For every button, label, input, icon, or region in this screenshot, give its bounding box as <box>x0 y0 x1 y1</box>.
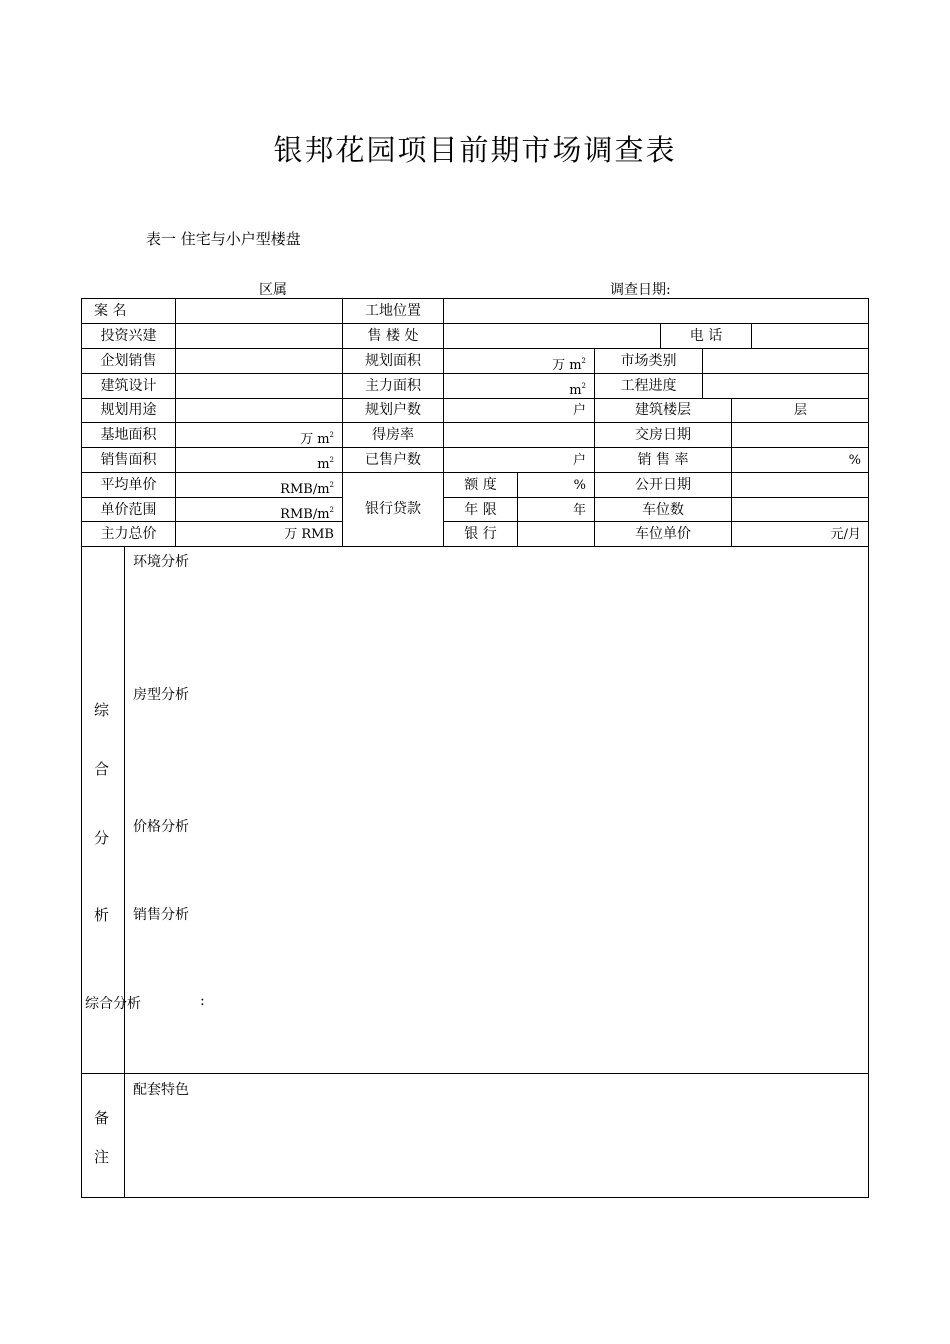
avg-unit-price-unit-sup: 2 <box>329 481 334 489</box>
table-subtitle: 表一 住宅与小户型楼盘 <box>146 230 301 248</box>
planned-area-unit-sup: 2 <box>581 357 586 365</box>
architect-input[interactable] <box>176 374 342 399</box>
main-total-price-unit[interactable]: 万 RMB <box>284 527 334 542</box>
label-parking-unit-price: 车位单价 <box>635 526 691 542</box>
sales-office-input[interactable] <box>444 324 660 349</box>
survey-date-label: 调查日期: <box>610 282 671 298</box>
developer-input[interactable] <box>176 324 342 349</box>
facilities-label: 配套特色 <box>133 1082 189 1098</box>
label-occupancy-rate: 得房率 <box>372 427 414 443</box>
label-site-location: 工地位置 <box>365 303 421 319</box>
label-sales-office: 售 楼 处 <box>367 328 419 344</box>
planned-area-unit-text: 万 m <box>552 358 582 373</box>
label-developer: 投资兴建 <box>100 328 157 344</box>
label-avg-unit-price: 平均单价 <box>100 477 157 493</box>
environment-analysis-label: 环境分析 <box>133 554 189 570</box>
analysis-label-1: 综 <box>94 701 110 719</box>
marketing-input[interactable] <box>176 349 342 374</box>
label-main-area: 主力面积 <box>365 378 421 394</box>
building-floors-unit[interactable]: 层 <box>793 403 807 418</box>
label-sales-rate: 销 售 率 <box>637 452 689 468</box>
unit-price-range-unit[interactable] <box>176 498 342 523</box>
sales-area-unit-text: m <box>317 457 330 472</box>
label-handover-date: 交房日期 <box>635 427 691 443</box>
unit-price-range-unit-text: RMB/m <box>280 507 330 522</box>
base-area-unit-sup: 2 <box>329 431 334 439</box>
parking-unit-price-unit[interactable]: 元/月 <box>830 527 861 542</box>
label-units-sold: 已售户数 <box>365 452 421 468</box>
sales-area-unit[interactable] <box>176 448 342 473</box>
sales-area-unit-sup: 2 <box>329 456 334 464</box>
base-area-unit-text: 万 m <box>300 432 330 447</box>
occupancy-rate-input[interactable] <box>444 423 594 448</box>
base-area-unit[interactable] <box>176 423 342 448</box>
analysis-label-3: 分 <box>94 829 110 847</box>
summary-analysis-colon: : <box>200 993 205 1009</box>
sales-analysis-label: 销售分析 <box>133 907 189 923</box>
planned-area-unit[interactable] <box>444 349 594 374</box>
district-field <box>259 279 331 299</box>
avg-unit-price-unit-text: RMB/m <box>280 482 330 497</box>
label-market-category: 市场类别 <box>620 353 677 369</box>
label-bank: 银 行 <box>464 526 497 542</box>
summary-analysis-label: 综合分析 <box>85 996 141 1012</box>
label-architect: 建筑设计 <box>100 378 157 394</box>
analysis-label-4: 析 <box>94 906 110 924</box>
project-name-input[interactable] <box>176 299 342 324</box>
label-parking-count: 车位数 <box>642 502 684 518</box>
handover-date-input[interactable] <box>732 423 869 448</box>
district-label: 区属 <box>259 282 287 298</box>
label-sales-area: 销售面积 <box>100 452 157 468</box>
page-title: 银邦花园项目前期市场调查表 <box>273 133 677 167</box>
label-planned-units: 规划户数 <box>365 402 421 418</box>
bank-input[interactable] <box>518 522 594 547</box>
progress-input[interactable] <box>703 374 869 399</box>
units-sold-unit[interactable]: 户 <box>572 453 586 468</box>
label-planned-use: 规划用途 <box>100 402 157 418</box>
unit-price-range-unit-sup: 2 <box>329 506 334 514</box>
label-base-area: 基地面积 <box>100 427 157 443</box>
site-location-input[interactable] <box>444 299 869 324</box>
remarks-label-1: 备 <box>94 1109 110 1127</box>
label-loan-term: 年 限 <box>464 502 497 518</box>
planned-use-input[interactable] <box>176 398 342 423</box>
label-unit-price-range: 单价范围 <box>100 502 157 518</box>
analysis-label-2: 合 <box>94 760 110 778</box>
market-category-input[interactable] <box>703 349 869 374</box>
label-loan-quota: 额 度 <box>464 477 497 493</box>
remarks-label-2: 注 <box>94 1148 110 1166</box>
district-blank[interactable] <box>287 284 331 299</box>
survey-form-table <box>81 298 869 1198</box>
label-progress: 工程进度 <box>620 378 677 394</box>
label-building-floors: 建筑楼层 <box>635 402 691 418</box>
avg-unit-price-unit[interactable] <box>176 473 342 498</box>
loan-quota-unit[interactable]: % <box>573 478 586 493</box>
main-area-unit-sup: 2 <box>581 382 586 390</box>
label-project-name: 案 名 <box>94 303 127 319</box>
main-area-unit-text: m <box>569 383 582 398</box>
label-phone: 电 话 <box>689 328 723 344</box>
parking-count-input[interactable] <box>732 498 869 523</box>
label-marketing: 企划销售 <box>100 353 157 369</box>
label-bank-loan: 银行贷款 <box>365 501 421 517</box>
price-analysis-label: 价格分析 <box>133 819 189 835</box>
phone-input[interactable] <box>752 324 869 349</box>
loan-term-unit[interactable]: 年 <box>572 503 586 518</box>
sales-rate-unit[interactable]: % <box>848 453 861 468</box>
planned-units-unit[interactable]: 户 <box>572 403 586 418</box>
label-planned-area: 规划面积 <box>365 353 421 369</box>
label-opening-date: 公开日期 <box>635 477 691 493</box>
opening-date-input[interactable] <box>732 473 869 498</box>
floor-plan-analysis-label: 房型分析 <box>133 687 189 703</box>
main-area-unit[interactable] <box>444 374 594 399</box>
label-main-total-price: 主力总价 <box>100 526 157 542</box>
